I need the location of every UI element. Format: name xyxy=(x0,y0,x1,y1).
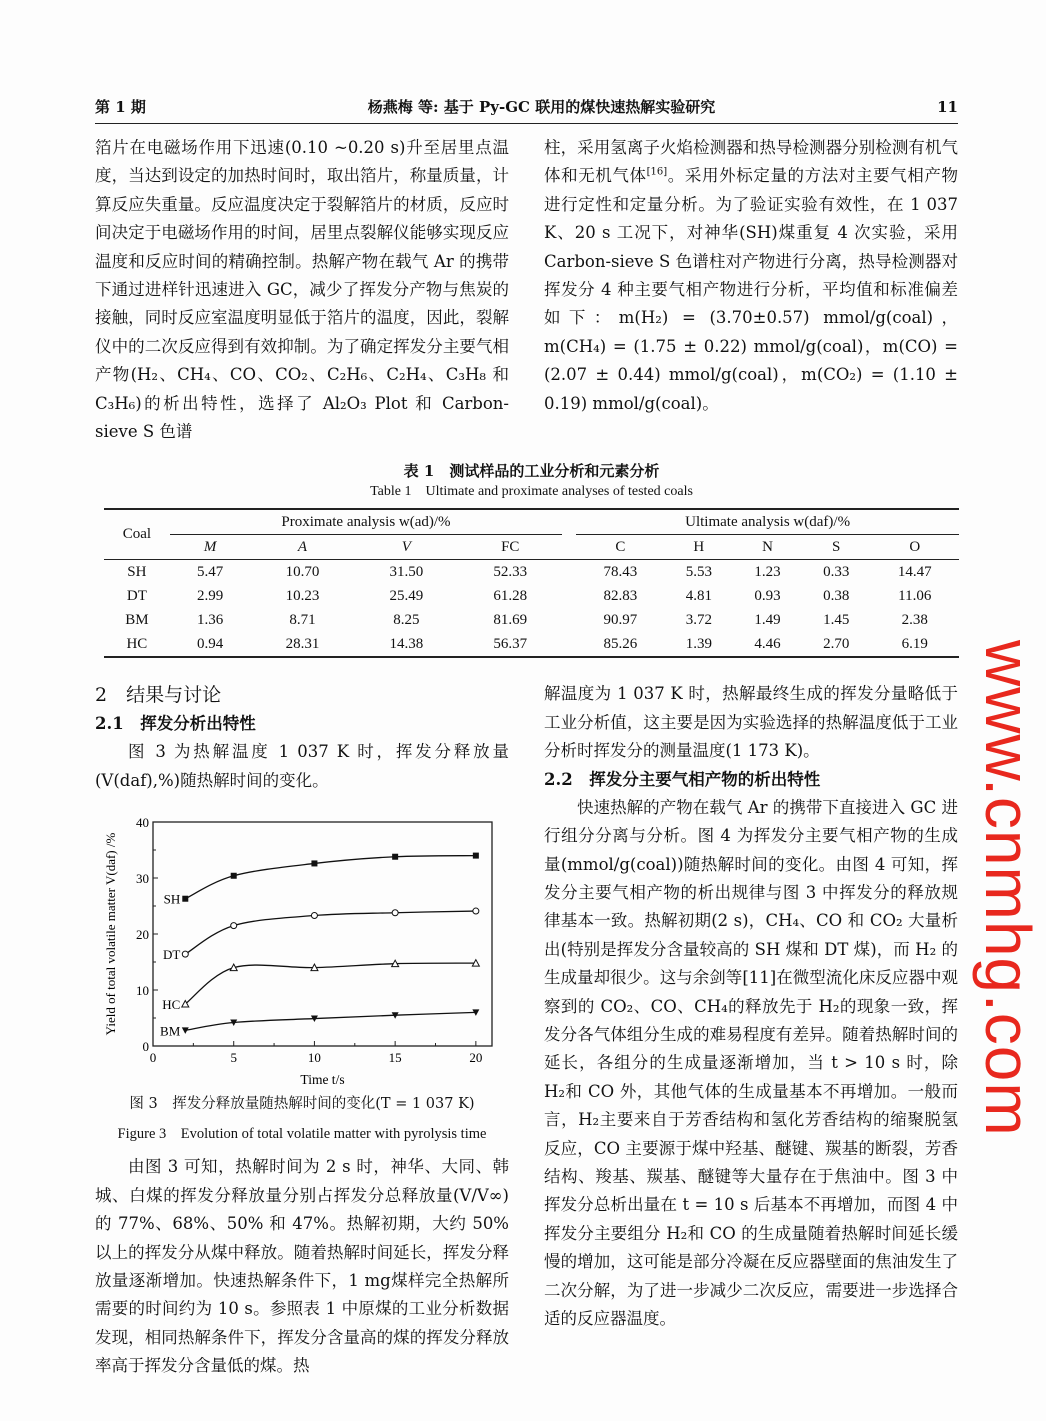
data-point xyxy=(392,854,398,860)
data-point xyxy=(231,873,237,879)
value-cell: 4.81 xyxy=(685,587,712,604)
page-number: 11 xyxy=(937,98,958,116)
value-cell: 1.23 xyxy=(754,563,781,580)
value-cell: 4.46 xyxy=(754,635,781,652)
formula-ch4: m(CH₄) = (1.75 ± 0.22) mmol/g(coal)， xyxy=(544,336,883,356)
formula-co2: m(CO₂) = (1.10 ± 0.19) mmol/g(coal)。 xyxy=(544,365,958,413)
value-cell: 2.70 xyxy=(823,635,850,652)
text: 柱，采用氢离子火焰检测器和热导检测器分别检测有机气体和无机气体 xyxy=(544,138,958,186)
coal-cell: HC xyxy=(126,635,148,652)
paragraph: 图 3 为热解温度 1 037 K 时，挥发分释放量(V(daf),%)随热解时间的变化。 xyxy=(95,742,509,790)
series-line-BM xyxy=(185,1013,476,1031)
table-caption-en: Table 1 Ultimate and proximate analyses of tested coals xyxy=(370,484,693,500)
column-header: N xyxy=(762,538,773,555)
value-cell: 0.93 xyxy=(754,587,781,604)
series-label: HC xyxy=(162,997,181,1013)
value-cell: 14.38 xyxy=(389,635,424,652)
y-tick-label: 40 xyxy=(136,815,149,831)
right-column-top xyxy=(544,134,958,418)
value-cell: 56.37 xyxy=(493,635,528,652)
value-cell: 1.36 xyxy=(197,611,224,628)
value-cell: 14.47 xyxy=(897,563,932,580)
column-header: H xyxy=(693,538,705,555)
table-caption-cn: 表 1 测试样品的工业分析和元素分析 xyxy=(403,462,660,481)
paragraph: 箔片在电磁场作用下迅速(0.10 ~0.20 s)升至居里点温度，当达到设定的加热时间时，取出箔片，称量质量，计算反应失重量。反应温度决定于裂解箔片的材质，反应时间决定于电磁场作用的时间，居里点裂解仪能够实现反应温度和反应时间的精确控制。热解产物在载气 Ar 的携带下通过进样针迅速进入 GC，减少了挥发分产物与焦炭的接触，同时反应室温度明显低于箔片的温度，因此，裂解仪中的二次反应得到有效抑制。为了确定挥发分主要气相产物(H₂、CH₄、CO、CO₂、C₂H₆、C₂H₄、C₃H₈ 和 C₃H₆)的析出特性，选择了 Al₂O₃ Plot 和 Carbon-sieve S 色谱 xyxy=(95,138,509,442)
x-tick-label: 10 xyxy=(307,1050,321,1066)
formula-co: m(CO) = (2.07 ± 0.44) mmol/g(coal)， xyxy=(544,336,958,385)
column-header: FC xyxy=(501,538,520,555)
value-cell: 0.33 xyxy=(823,563,850,580)
data-point xyxy=(182,1028,189,1035)
column-header: V xyxy=(401,538,411,555)
data-point xyxy=(473,908,479,914)
subsection-heading: 2.2 挥发分主要气相产物的析出特性 xyxy=(544,769,821,789)
table-row xyxy=(104,608,959,632)
top-columns xyxy=(95,134,958,446)
x-tick-label: 0 xyxy=(149,1050,157,1066)
series-line-HC xyxy=(185,963,476,1004)
subsection-heading: 2.1 挥发分析出特性 xyxy=(95,714,256,734)
column-header: A xyxy=(297,538,308,555)
value-cell: 6.19 xyxy=(901,635,928,652)
coal-cell: BM xyxy=(125,611,149,628)
value-cell: 5.47 xyxy=(197,563,224,580)
column-header: C xyxy=(615,538,626,555)
value-cell: 61.28 xyxy=(493,587,528,604)
value-cell: 5.53 xyxy=(685,563,712,580)
data-point xyxy=(311,861,317,867)
paragraph: 由图 3 可知，热解时间为 2 s 时，神华、大同、韩城、白煤的挥发分释放量分别占挥发分总释放量(V/V∞)的 77%、68%、50% 和 47%。热解初期，大约 50% 以上的挥发分从煤中释放。随着热解时间延长，挥发分释放量逐渐增加。快速热解条件下，1 mg煤样完全热解所需要的时间约为 10 s。参照表 1 中原煤的工业分析数据发现，相同热解条件下，挥发分含量高的煤的挥发分释放率高于挥发分含量低的煤。热 xyxy=(95,1157,509,1376)
value-cell: 2.38 xyxy=(901,611,928,628)
data-point xyxy=(182,951,188,957)
data-point xyxy=(182,896,188,902)
y-axis-label: Yield of total volatile matter V(daf) /% xyxy=(103,832,118,1036)
coal-analysis-table xyxy=(104,508,959,658)
value-cell: 78.43 xyxy=(603,563,638,580)
left-column-top xyxy=(95,134,509,446)
value-cell: 25.49 xyxy=(389,587,424,604)
data-point xyxy=(231,923,237,929)
section-heading: 2 结果与讨论 xyxy=(95,684,222,707)
value-cell: 11.06 xyxy=(898,587,932,604)
coal-cell: SH xyxy=(127,563,147,580)
series-line-SH xyxy=(185,856,476,899)
y-tick-label: 10 xyxy=(136,983,149,999)
column-header: M xyxy=(203,538,217,555)
y-tick-label: 20 xyxy=(136,927,149,943)
running-header xyxy=(95,96,958,124)
formula-h2: m(H₂) = (3.70±0.57) mmol/g(coal)， xyxy=(618,308,958,328)
ultimate-header: Ultimate analysis w(daf)/% xyxy=(576,509,959,535)
data-point xyxy=(392,910,398,916)
x-tick-label: 15 xyxy=(388,1050,402,1066)
value-cell: 10.70 xyxy=(285,563,320,580)
value-cell: 90.97 xyxy=(603,611,638,628)
value-cell: 1.49 xyxy=(754,611,781,628)
issue-label: 第 1 期 xyxy=(95,98,146,116)
coal-cell: DT xyxy=(126,587,147,604)
bottom-columns xyxy=(95,680,958,1380)
table-block xyxy=(104,460,959,658)
value-cell: 1.39 xyxy=(685,635,712,652)
table-row xyxy=(104,584,959,608)
running-title: 杨燕梅 等: 基于 Py-GC 联用的煤快速热解实验研究 xyxy=(367,98,716,116)
value-cell: 52.33 xyxy=(493,563,528,580)
value-cell: 8.71 xyxy=(289,611,316,628)
left-column-bottom xyxy=(95,680,509,1380)
series-label: SH xyxy=(163,892,181,908)
citation: [16] xyxy=(646,166,668,178)
series-line-DT xyxy=(185,911,476,954)
paragraph xyxy=(544,134,958,418)
value-cell: 31.50 xyxy=(389,563,424,580)
coal-header: Coal xyxy=(122,526,152,543)
data-point xyxy=(311,913,317,919)
text: 。采用外标定量的方法对主要气相产物进行定性和定量分析。为了验证实验有效性，在 1 037 K、20 s 工况下，对神华(SH)煤重复 4 次实验，采用 Carbon-sieve S 色谱柱对产物进行分离，热导检测器对挥发分 4 种主要气相产物进行分析，平均值和标准偏差如下： xyxy=(544,166,959,328)
right-column-bottom xyxy=(544,680,958,1333)
value-cell: 10.23 xyxy=(285,587,320,604)
value-cell: 81.69 xyxy=(493,611,528,628)
column-header: S xyxy=(832,538,841,555)
figure-caption-cn: 图 3 挥发分释放量随热解时间的变化(T = 1 037 K) xyxy=(129,1096,475,1113)
y-tick-label: 0 xyxy=(142,1039,149,1055)
y-tick-label: 30 xyxy=(136,871,149,887)
series-label: BM xyxy=(160,1023,181,1039)
column-header: O xyxy=(909,538,921,555)
table-row xyxy=(104,632,959,657)
value-cell: 28.31 xyxy=(285,635,320,652)
series-label: DT xyxy=(162,947,181,963)
watermark: www.cnmhg.com xyxy=(972,640,1044,1137)
proximate-header: Proximate analysis w(ad)/% xyxy=(170,509,562,535)
volatile-yield-chart xyxy=(95,809,509,1089)
paragraph: 快速热解的产物在载气 Ar 的携带下直接进入 GC 进行组分分离与分析。图 4 为挥发分主要气相产物的生成量(mmol/g(coal))随热解时间的变化。由图 4 可知，挥发分主要气相产物的析出规律与图 3 中挥发分的释放规律基本一致。热解初期(2 s)，CH₄、CO 和 CO₂ 大量析出(特别是挥发分含量较高的 SH 煤和 DT 煤)，而 H₂ 的生成量却很少。这与余剑等[11]在微型流化床反应器中观察到的 CO₂、CO、CH₄的释放先于 H₂的现象一致，挥发分各气体组分生成的难易程度有差异。随着热解时间的延长，各组分的生成量逐渐增加，当 t > 10 s 时，除 H₂和 CO 外，其他气体的生成量基本不再增加。一般而言，H₂主要来自于芳香结构和氢化芳香结构的缩聚脱氢反应，CO 主要源于煤中羟基、醚键、羰基的断裂，芳香结构、羧基、羰基、醚键等大量存在于焦油中。图 3 中挥发分总析出量在 t = 10 s 后基本不再增加，而图 4 中挥发分主要组分 H₂和 CO 的生成量随着热解时间延长缓慢的增加，这可能是部分冷凝在反应器壁面的焦油发生了二次分解，为了进一步减少二次反应，需要进一步选择合适的反应器温度。 xyxy=(544,797,958,1328)
x-tick-label: 20 xyxy=(469,1050,483,1066)
table-row xyxy=(104,560,959,585)
x-axis-label: Time t/s xyxy=(300,1072,345,1088)
value-cell: 2.99 xyxy=(197,587,224,604)
value-cell: 82.83 xyxy=(603,587,638,604)
value-cell: 85.26 xyxy=(603,635,638,652)
value-cell: 0.38 xyxy=(823,587,850,604)
value-cell: 8.25 xyxy=(393,611,420,628)
value-cell: 3.72 xyxy=(685,611,712,628)
value-cell: 1.45 xyxy=(823,611,850,628)
figure-caption-en: Figure 3 Evolution of total volatile matter with pyrolysis time xyxy=(117,1126,487,1143)
paragraph: 解温度为 1 037 K 时，热解最终生成的挥发分量略低于工业分析值，这主要是因为实验选择的热解温度低于工业分析时挥发分的测量温度(1 173 K)。 xyxy=(544,684,958,761)
data-point xyxy=(473,853,479,859)
value-cell: 0.94 xyxy=(197,635,224,652)
x-tick-label: 5 xyxy=(230,1050,237,1066)
